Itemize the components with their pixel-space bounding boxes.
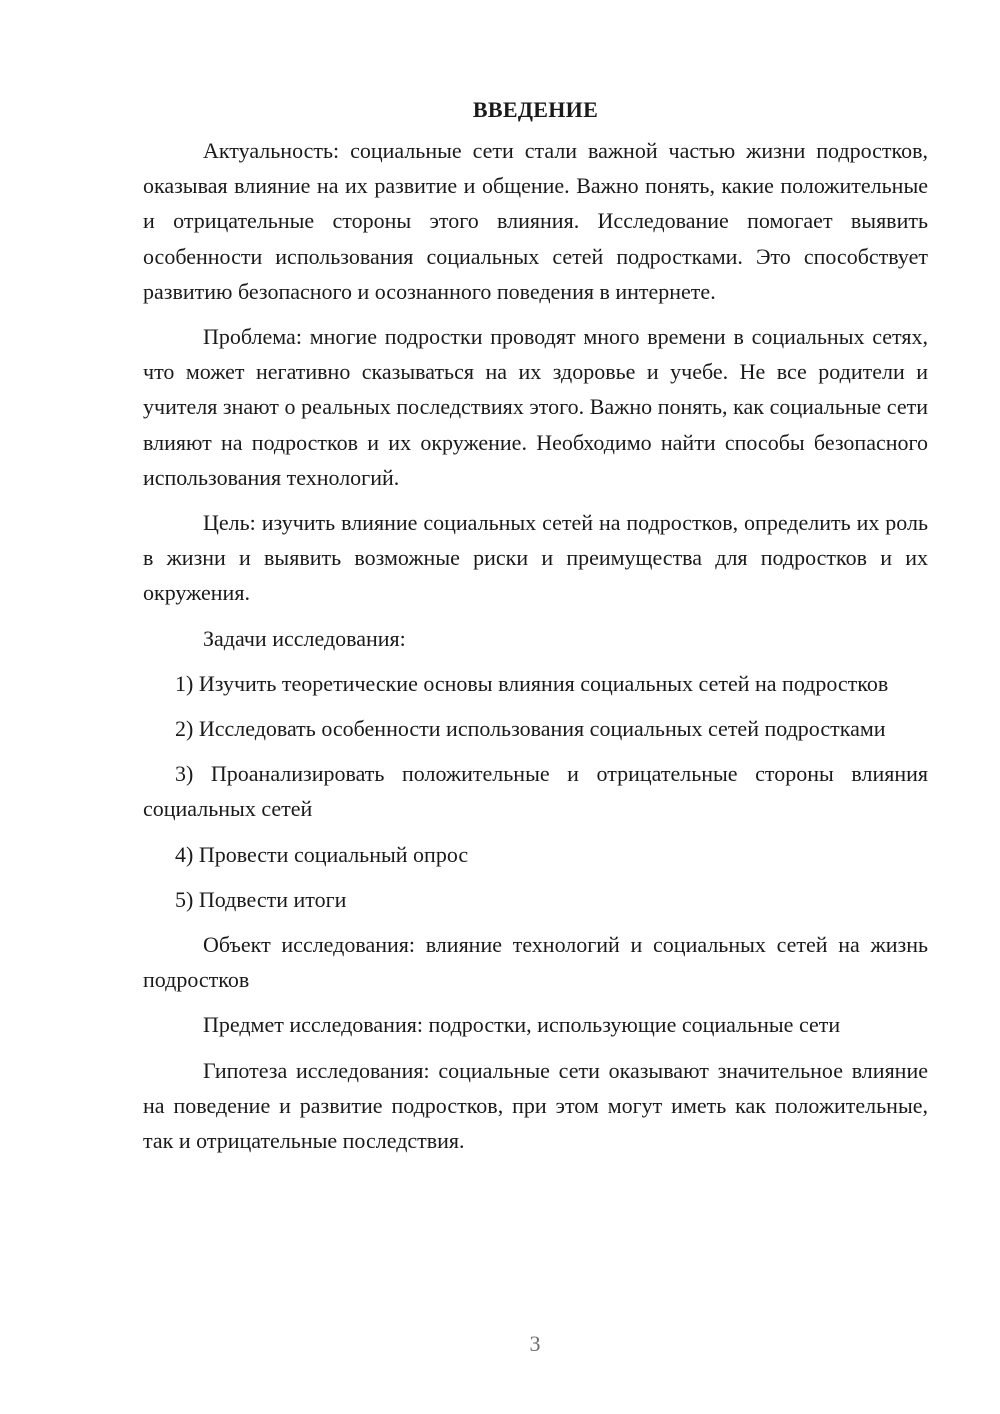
subject-paragraph: Предмет исследования: подростки, использующие социальные сети <box>203 1012 841 1038</box>
page-number: 3 <box>529 1331 541 1356</box>
document-page <box>143 92 928 1168</box>
task-item-3: 3) Проанализировать положительные и отрицательные стороны влияния социальных сетей <box>143 761 928 822</box>
hypothesis-paragraph: Гипотеза исследования: социальные сети оказывают значительное влияние на поведение и развитие подростков, при этом могут иметь как положительные, так и отрицательные последствия. <box>143 1057 928 1154</box>
task-item-2: 2) Исследовать особенности использования социальных сетей подростками <box>175 716 886 742</box>
task-item-1: 1) Изучить теоретические основы влияния социальных сетей на подростков <box>175 670 889 696</box>
task-item-4: 4) Провести социальный опрос <box>175 841 469 867</box>
problem-paragraph: Проблема: многие подростки проводят много времени в социальных сетях, что может негативно сказываться на их здоровье и учебе. Не все родители и учителя знают о реальных последствиях этого. Важно понять, как социальные сети влияют на подростков и их окружение. Необходимо найти способы безопасного использования технологий. <box>143 324 928 490</box>
tasks-heading: Задачи исследования: <box>203 625 406 651</box>
object-paragraph: Объект исследования: влияние технологий и социальных сетей на жизнь подростков <box>143 932 928 993</box>
goal-paragraph: Цель: изучить влияние социальных сетей на подростков, определить их роль в жизни и выявить возможные риски и преимущества для подростков и их окружения. <box>143 510 928 606</box>
task-item-5: 5) Подвести итоги <box>175 886 347 912</box>
section-title: ВВЕДЕНИЕ <box>472 97 599 122</box>
relevance-paragraph: Актуальность: социальные сети стали важной частью жизни подростков, оказывая влияние на их развитие и общение. Важно понять, какие положительные и отрицательные стороны этого влияния. Исследование помогает выявить особенности использования социальных сетей подростками. Это способствует развитию безопасного и осознанного поведения в интернете. <box>143 138 928 304</box>
